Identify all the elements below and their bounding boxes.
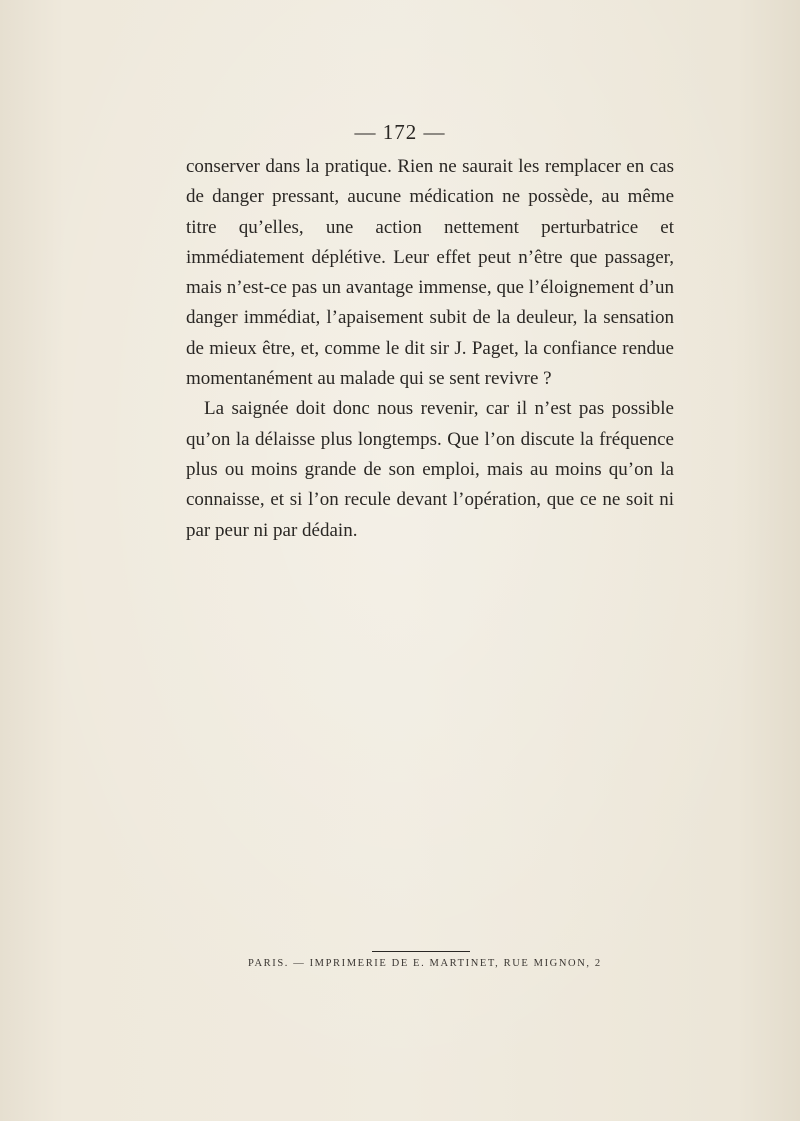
paragraph-2: La saignée doit donc nous revenir, car il n’est pas possible qu’on la délaisse plus longtemps. Que l’on discute la fréquence plus ou moins grande de son emploi, mais au moins qu’on la connaisse, et si l’on recule devant l’opération, que ce ne soit ni par peur ni par dédain.	[186, 398, 674, 541]
body-text	[186, 152, 674, 546]
page-number: — 172 —	[354, 120, 446, 144]
footer-rule	[372, 951, 470, 952]
paragraph-1: conserver dans la pratique. Rien ne saurait les remplacer en cas de danger pressant, aucune médication ne possède, au même titre qu’elles, une action nettement perturbatrice et immédiatement déplétive. Leur effet peut n’être que passager, mais n’est-ce pas un avantage immense, que l’éloignement d’un danger immédiat, l’apaisement subit de la deuleur, la sensation de mieux être, et, comme le dit sir J. Paget, la confiance rendue momentanément au malade qui se sent revivre ?	[186, 156, 674, 390]
printer-imprint: PARIS. — IMPRIMERIE DE E. MARTINET, RUE MIGNON, 2	[248, 958, 602, 969]
